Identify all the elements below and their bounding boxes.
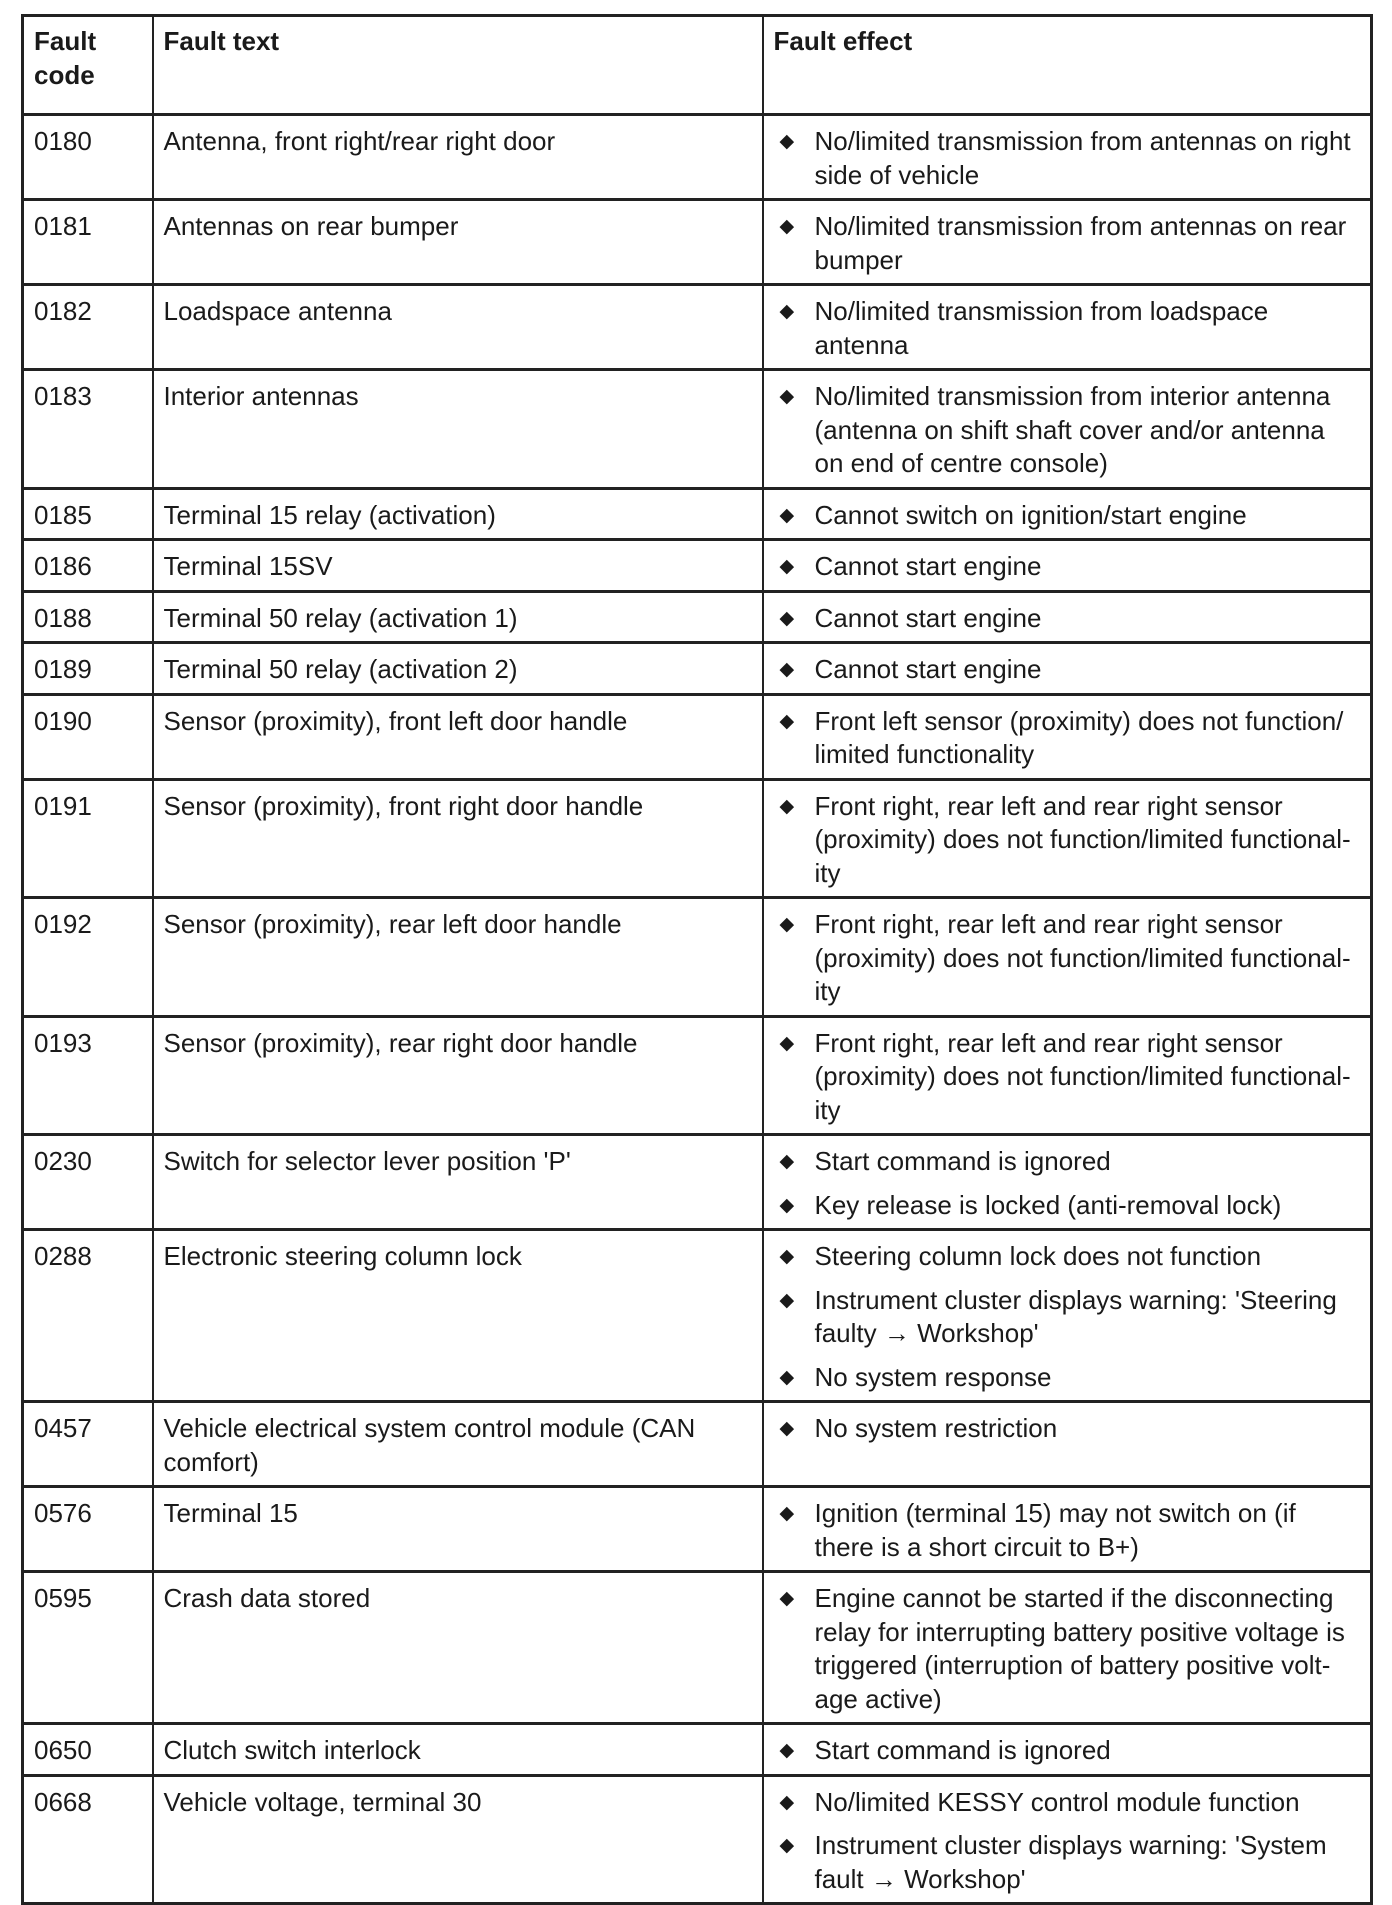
diamond-bullet-icon: ◆ — [779, 504, 795, 526]
fault-text-cell: Clutch switch interlock — [153, 1724, 763, 1776]
table-row — [23, 200, 1372, 285]
fault-effect-cell — [763, 540, 1372, 592]
fault-effect-item — [774, 380, 1361, 481]
diamond-bullet-icon: ◆ — [779, 607, 795, 629]
fault-effect-list — [774, 210, 1361, 277]
table-row — [23, 115, 1372, 200]
fault-code-table — [21, 14, 1373, 1905]
table-row — [23, 591, 1372, 643]
fault-effect-list — [774, 295, 1361, 362]
fault-text-cell: Sensor (proximity), front left door handle — [153, 694, 763, 779]
table-body — [23, 115, 1372, 1904]
fault-text-cell: Terminal 50 relay (activation 1) — [153, 591, 763, 643]
fault-effect-item — [774, 1786, 1361, 1820]
diamond-bullet-icon: ◆ — [779, 216, 795, 237]
fault-effect-cell — [763, 488, 1372, 540]
table-row — [23, 1724, 1372, 1776]
fault-code-cell: 0181 — [23, 200, 153, 285]
fault-text-cell: Electronic steering column lock — [153, 1230, 763, 1402]
fault-effect-cell — [763, 779, 1372, 898]
table-row — [23, 1016, 1372, 1135]
fault-effect-list — [774, 1145, 1361, 1222]
diamond-bullet-icon: ◆ — [779, 1835, 795, 1856]
diamond-bullet-icon: ◆ — [779, 1032, 795, 1054]
fault-effect-cell — [763, 1135, 1372, 1230]
fault-text-cell: Terminal 15 — [153, 1487, 763, 1572]
table-row — [23, 488, 1372, 540]
fault-effect-cell — [763, 1402, 1372, 1487]
fault-effect-item — [774, 125, 1361, 192]
fault-code-cell: 0457 — [23, 1402, 153, 1487]
table-header-row — [23, 16, 1372, 115]
diamond-bullet-icon: ◆ — [779, 1740, 795, 1761]
fault-effect-item — [774, 1361, 1361, 1395]
fault-effect-item — [774, 1734, 1361, 1768]
fault-effect-list — [774, 1786, 1361, 1897]
table-row — [23, 898, 1372, 1017]
fault-text-cell: Interior antennas — [153, 370, 763, 489]
diamond-bullet-icon: ◆ — [779, 1503, 795, 1524]
fault-effect-text: Key release is locked (anti-removal lock) — [814, 1189, 1282, 1220]
fault-effect-text: No/limited transmission from loadspace antenna — [814, 296, 1269, 360]
fault-effect-text: Ignition (terminal 15) may not switch on (if there is a short circuit to B+) — [814, 1498, 1296, 1562]
table-row — [23, 285, 1372, 370]
fault-effect-list — [774, 790, 1361, 891]
fault-effect-list — [774, 602, 1361, 636]
diamond-bullet-icon: ◆ — [779, 301, 795, 322]
diamond-bullet-icon: ◆ — [779, 1151, 795, 1172]
fault-effect-text: Steering column lock does not function — [814, 1241, 1262, 1271]
fault-effect-list — [774, 550, 1361, 584]
fault-effect-item — [774, 602, 1361, 636]
fault-effect-cell — [763, 694, 1372, 779]
fault-effect-text: No system response — [814, 1361, 1052, 1392]
fault-text-cell: Crash data stored — [153, 1572, 763, 1724]
fault-effect-text: Front right, rear left and rear right sensor (proximity) does not function/limited functional-ity — [814, 790, 1351, 888]
fault-effect-list — [774, 1497, 1361, 1564]
fault-effect-text: No/limited transmission from interior antenna (antenna on shift shaft cover and/or antenna on end of centre console) — [814, 381, 1331, 478]
fault-code-cell: 0193 — [23, 1016, 153, 1135]
fault-text-cell: Sensor (proximity), front right door handle — [153, 779, 763, 898]
fault-effect-list — [774, 380, 1361, 481]
fault-effect-item — [774, 1412, 1361, 1446]
fault-effect-text: Cannot start engine — [814, 654, 1042, 684]
fault-effect-item — [774, 1497, 1361, 1564]
fault-text-cell: Antennas on rear bumper — [153, 200, 763, 285]
fault-code-cell: 0230 — [23, 1135, 153, 1230]
fault-code-cell: 0188 — [23, 591, 153, 643]
fault-code-cell: 0192 — [23, 898, 153, 1017]
fault-effect-item — [774, 550, 1361, 584]
fault-text-cell: Sensor (proximity), rear left door handle — [153, 898, 763, 1017]
fault-effect-text: No/limited KESSY control module function — [814, 1786, 1300, 1817]
fault-text-cell: Terminal 15 relay (activation) — [153, 488, 763, 540]
fault-effect-text: No/limited transmission from antennas on right side of vehicle — [814, 126, 1351, 190]
fault-effect-cell — [763, 1487, 1372, 1572]
fault-effect-text: Cannot switch on ignition/start engine — [814, 499, 1247, 530]
fault-effect-cell — [763, 1724, 1372, 1776]
table-row — [23, 1487, 1372, 1572]
fault-code-cell: 0183 — [23, 370, 153, 489]
header-fault-effect: Fault effect — [763, 16, 1372, 115]
fault-text-cell: Vehicle electrical system control module (CAN comfort) — [153, 1402, 763, 1487]
fault-code-cell: 0190 — [23, 694, 153, 779]
fault-text-cell: Loadspace antenna — [153, 285, 763, 370]
fault-effect-text: Instrument cluster displays warning: 'System fault → Workshop' — [814, 1830, 1327, 1894]
fault-effect-item — [774, 1284, 1361, 1351]
diamond-bullet-icon: ◆ — [779, 914, 795, 935]
fault-code-cell: 0180 — [23, 115, 153, 200]
fault-code-cell: 0288 — [23, 1230, 153, 1402]
diamond-bullet-icon: ◆ — [779, 556, 795, 577]
fault-code-cell: 0182 — [23, 285, 153, 370]
fault-effect-cell — [763, 115, 1372, 200]
fault-effect-cell — [763, 1572, 1372, 1724]
table-row — [23, 1230, 1372, 1402]
fault-effect-list — [774, 1734, 1361, 1768]
fault-effect-item — [774, 653, 1361, 687]
diamond-bullet-icon: ◆ — [779, 1366, 795, 1388]
fault-effect-text: Front right, rear left and rear right sensor (proximity) does not function/limited functional-ity — [814, 1027, 1351, 1125]
fault-effect-cell — [763, 898, 1372, 1017]
diamond-bullet-icon: ◆ — [779, 1418, 795, 1439]
diamond-bullet-icon: ◆ — [779, 1588, 795, 1609]
fault-effect-item — [774, 908, 1361, 1009]
table-row — [23, 694, 1372, 779]
fault-effect-list — [774, 705, 1361, 772]
fault-effect-item — [774, 210, 1361, 277]
fault-effect-text: Start command is ignored — [814, 1146, 1111, 1176]
fault-effect-item — [774, 1145, 1361, 1179]
fault-effect-text: Instrument cluster displays warning: 'Steering faulty → Workshop' — [814, 1284, 1337, 1348]
fault-effect-item — [774, 705, 1361, 772]
fault-text-cell: Switch for selector lever position 'P' — [153, 1135, 763, 1230]
fault-effect-list — [774, 653, 1361, 687]
fault-effect-list — [774, 125, 1361, 192]
fault-effect-cell — [763, 1016, 1372, 1135]
fault-effect-item — [774, 1189, 1361, 1223]
fault-effect-cell — [763, 370, 1372, 489]
fault-effect-cell — [763, 285, 1372, 370]
fault-effect-cell — [763, 1230, 1372, 1402]
diamond-bullet-icon: ◆ — [779, 795, 795, 817]
table-row — [23, 540, 1372, 592]
fault-effect-list — [774, 1582, 1361, 1716]
header-fault-text: Fault text — [153, 16, 763, 115]
fault-effect-item — [774, 1582, 1361, 1716]
fault-effect-item — [774, 1240, 1361, 1274]
fault-effect-text: Front left sensor (proximity) does not function/ limited functionality — [814, 705, 1344, 769]
diamond-bullet-icon: ◆ — [779, 1194, 795, 1216]
fault-effect-item — [774, 1027, 1361, 1128]
table-row — [23, 779, 1372, 898]
fault-effect-text: Start command is ignored — [814, 1735, 1111, 1765]
table-row — [23, 1402, 1372, 1487]
fault-code-cell: 0668 — [23, 1775, 153, 1904]
fault-code-cell: 0576 — [23, 1487, 153, 1572]
fault-code-cell: 0186 — [23, 540, 153, 592]
fault-code-cell: 0185 — [23, 488, 153, 540]
fault-effect-cell — [763, 200, 1372, 285]
header-fault-code: Fault code — [23, 16, 153, 115]
fault-effect-list — [774, 1240, 1361, 1394]
fault-text-cell: Terminal 50 relay (activation 2) — [153, 643, 763, 695]
table-row — [23, 370, 1372, 489]
fault-effect-item — [774, 1829, 1361, 1896]
fault-effect-text: Cannot start engine — [814, 551, 1042, 581]
table-row — [23, 643, 1372, 695]
table-row — [23, 1775, 1372, 1904]
fault-effect-cell — [763, 643, 1372, 695]
diamond-bullet-icon: ◆ — [779, 1289, 795, 1311]
fault-effect-text: Front right, rear left and rear right sensor (proximity) does not function/limited functional-ity — [814, 909, 1351, 1006]
fault-code-cell: 0189 — [23, 643, 153, 695]
fault-code-cell: 0191 — [23, 779, 153, 898]
fault-code-cell: 0595 — [23, 1572, 153, 1724]
fault-text-cell: Terminal 15SV — [153, 540, 763, 592]
fault-text-cell: Vehicle voltage, terminal 30 — [153, 1775, 763, 1904]
fault-code-table-wrapper — [21, 14, 1370, 1905]
fault-effect-cell — [763, 1775, 1372, 1904]
diamond-bullet-icon: ◆ — [779, 710, 795, 732]
diamond-bullet-icon: ◆ — [779, 131, 795, 152]
fault-effect-item — [774, 499, 1361, 533]
fault-effect-text: No system restriction — [814, 1413, 1058, 1443]
fault-effect-item — [774, 790, 1361, 891]
fault-effect-text: No/limited transmission from antennas on rear bumper — [814, 211, 1347, 275]
diamond-bullet-icon: ◆ — [779, 659, 795, 680]
fault-effect-cell — [763, 591, 1372, 643]
fault-effect-item — [774, 295, 1361, 362]
fault-text-cell: Antenna, front right/rear right door — [153, 115, 763, 200]
fault-effect-list — [774, 1412, 1361, 1446]
table-row — [23, 1572, 1372, 1724]
diamond-bullet-icon: ◆ — [779, 1246, 795, 1267]
diamond-bullet-icon: ◆ — [779, 1791, 795, 1813]
fault-effect-list — [774, 499, 1361, 533]
fault-effect-text: Engine cannot be started if the disconnecting relay for interrupting battery positive voltage is triggered (interruption of battery positive volt-age active) — [814, 1583, 1345, 1714]
fault-effect-list — [774, 1027, 1361, 1128]
table-row — [23, 1135, 1372, 1230]
diamond-bullet-icon: ◆ — [779, 386, 795, 407]
fault-effect-list — [774, 908, 1361, 1009]
fault-code-cell: 0650 — [23, 1724, 153, 1776]
fault-effect-text: Cannot start engine — [814, 602, 1042, 633]
fault-text-cell: Sensor (proximity), rear right door handle — [153, 1016, 763, 1135]
